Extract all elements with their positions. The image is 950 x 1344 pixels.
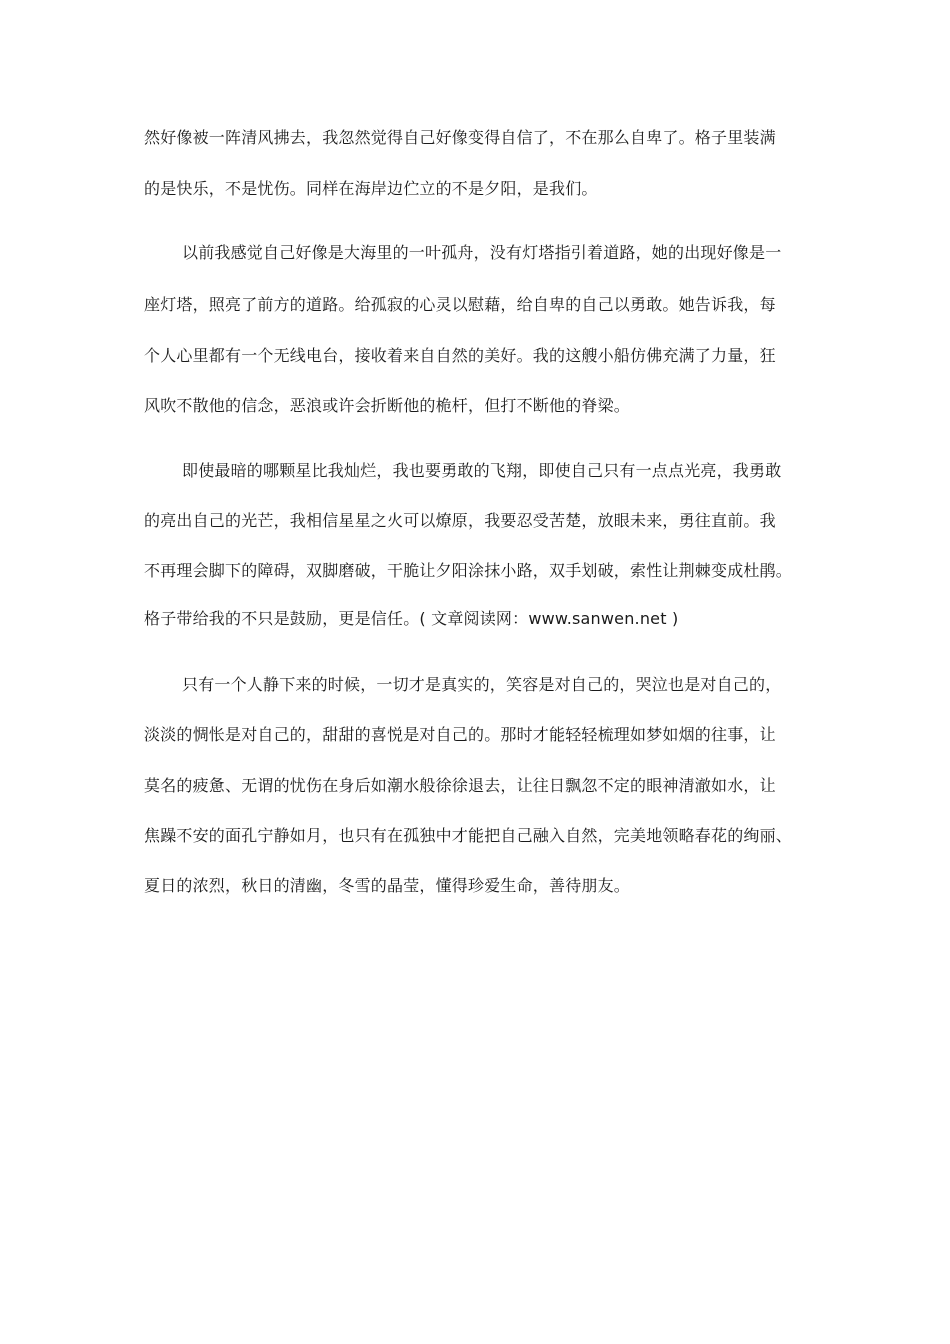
text-line: 焦躁不安的面孔宁静如月，也只有在孤独中才能把自己融入自然，完美地领略春花的绚丽、 [144, 826, 793, 845]
text-line: 格子带给我的不只是鼓励，更是信任。( 文章阅读网：www.sanwen.net ) [144, 609, 679, 628]
text-line: 莫名的疲惫、无谓的忧伤在身后如潮水般徐徐退去，让往日飘忽不定的眼神清澈如水，让 [144, 776, 776, 795]
text-line: 即使最暗的哪颗星比我灿烂，我也要勇敢的飞翔，即使自己只有一点点光亮，我勇敢 [182, 461, 782, 480]
text-line: 夏日的浓烈，秋日的清幽，冬雪的晶莹，懂得珍爱生命，善待朋友。 [144, 876, 631, 895]
text-line: 个人心里都有一个无线电台，接收着来自自然的美好。我的这艘小船仿佛充满了力量，狂 [144, 346, 776, 365]
text-line: 淡淡的惆怅是对自己的，甜甜的喜悦是对自己的。那时才能轻轻梳理如梦如烟的往事，让 [144, 725, 776, 744]
text-line: 只有一个人静下来的时候，一切才是真实的，笑容是对自己的，哭泣也是对自己的， [182, 675, 782, 694]
text-line: 以前我感觉自己好像是大海里的一叶孤舟，没有灯塔指引着道路，她的出现好像是一 [182, 243, 782, 262]
text-line: 座灯塔，照亮了前方的道路。给孤寂的心灵以慰藉，给自卑的自己以勇敢。她告诉我，每 [144, 295, 776, 314]
text-line: 的亮出自己的光芒，我相信星星之火可以燎原，我要忍受苦楚，放眼未来，勇往直前。我 [144, 511, 776, 530]
text-line: 风吹不散他的信念，恶浪或许会折断他的桅杆，但打不断他的脊梁。 [144, 396, 631, 415]
text-line: 不再理会脚下的障碍，双脚磨破，干脆让夕阳涂抹小路，双手划破，索性让荆棘变成杜鹃。 [144, 561, 793, 580]
text-line: 的是快乐，不是忧伤。同样在海岸边伫立的不是夕阳，是我们。 [144, 179, 598, 198]
text-line: 然好像被一阵清风拂去，我忽然觉得自己好像变得自信了，不在那么自卑了。格子里装满 [144, 128, 776, 147]
